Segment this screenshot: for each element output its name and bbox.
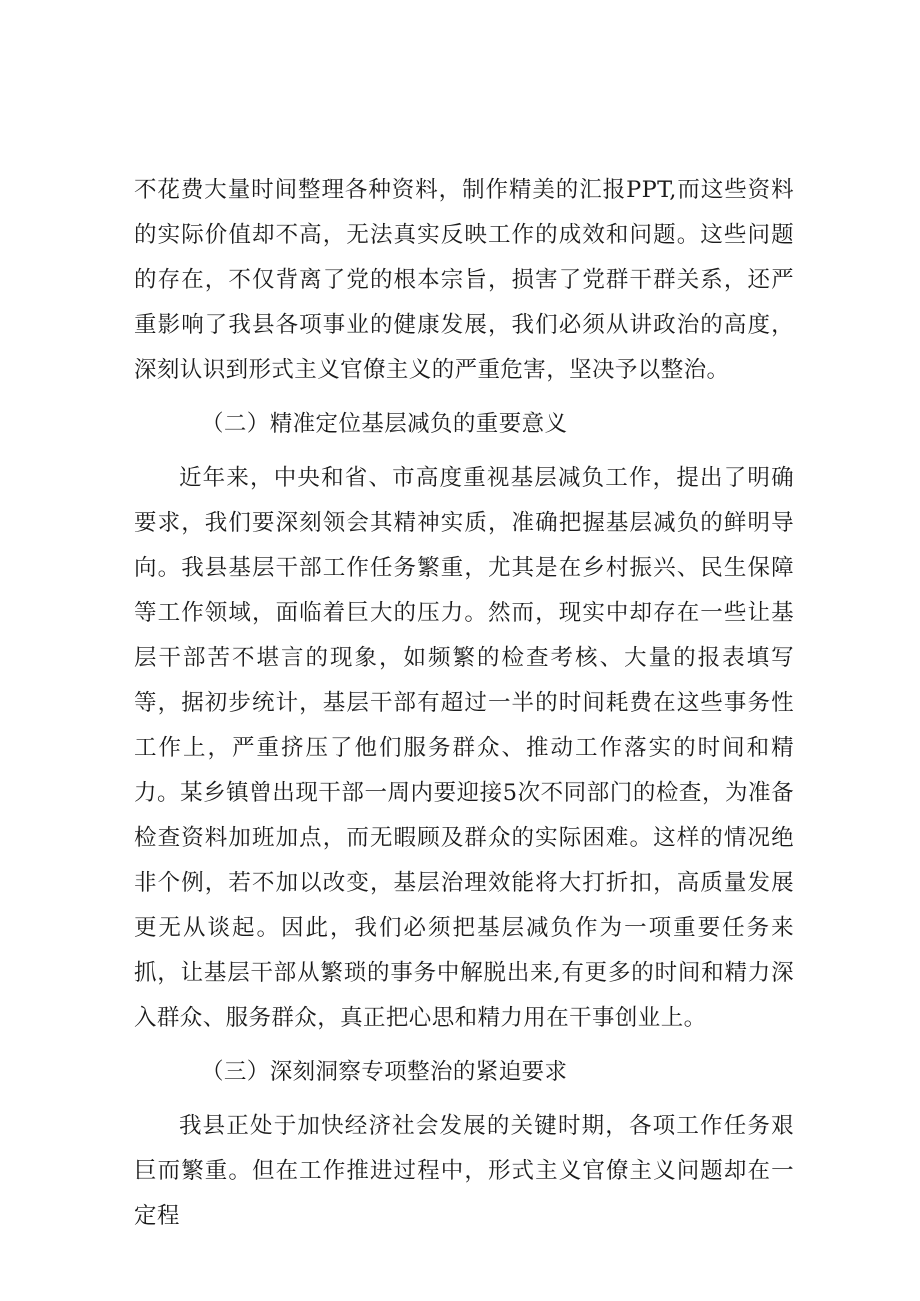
paragraph-body: 我县正处于加快经济社会发展的关键时期，各项工作任务艰巨而繁重。但在工作推进过程中，形式主义官僚主义问题却在一定程 [134, 1113, 794, 1229]
paragraph-continued: 不花费大量时间整理各种资料，制作精美的汇报PPT,而这些资料的实际价值却不高，无法真实反映工作的成效和问题。这些问题的存在，不仅背离了党的根本宗旨，损害了党群干群关系，还严重影响了我县各项事业的健康发展，我们必须从讲政治的高度，深刻认识到形式主义官僚主义的严重危害，坚决予以整治。 [134, 177, 794, 383]
section-heading-3: （三）深刻洞察专项整治的紧迫要求 [201, 1059, 568, 1085]
section-heading-2: （二）精准定位基层减负的重要意义 [201, 411, 568, 437]
document-body [134, 168, 794, 1239]
paragraph-body: 近年来，中央和省、市高度重视基层减负工作，提出了明确要求，我们要深刻领会其精神实质，准确把握基层减负的鲜明导向。我县基层干部工作任务繁重，尤其是在乡村振兴、民生保障等工作领域，面临着巨大的压力。然而，现实中却存在一些让基层干部苦不堪言的现象，如频繁的检查考核、大量的报表填写等，据初步统计，基层干部有超过一半的时间耗费在这些事务性工作上，严重挤压了他们服务群众、推动工作落实的时间和精力。某乡镇曾出现干部一周内要迎接5次不同部门的检查，为准备检查资料加班加点，而无暇顾及群众的实际困难。这样的情况绝非个例，若不加以改变，基层治理效能将大打折扣，高质量发展更无从谈起。因此，我们必须把基层减负作为一项重要任务来抓，让基层干部从繁琐的事务中解脱出来,有更多的时间和精力深入群众、服务群众，真正把心思和精力用在干事创业上。 [134, 465, 794, 1031]
